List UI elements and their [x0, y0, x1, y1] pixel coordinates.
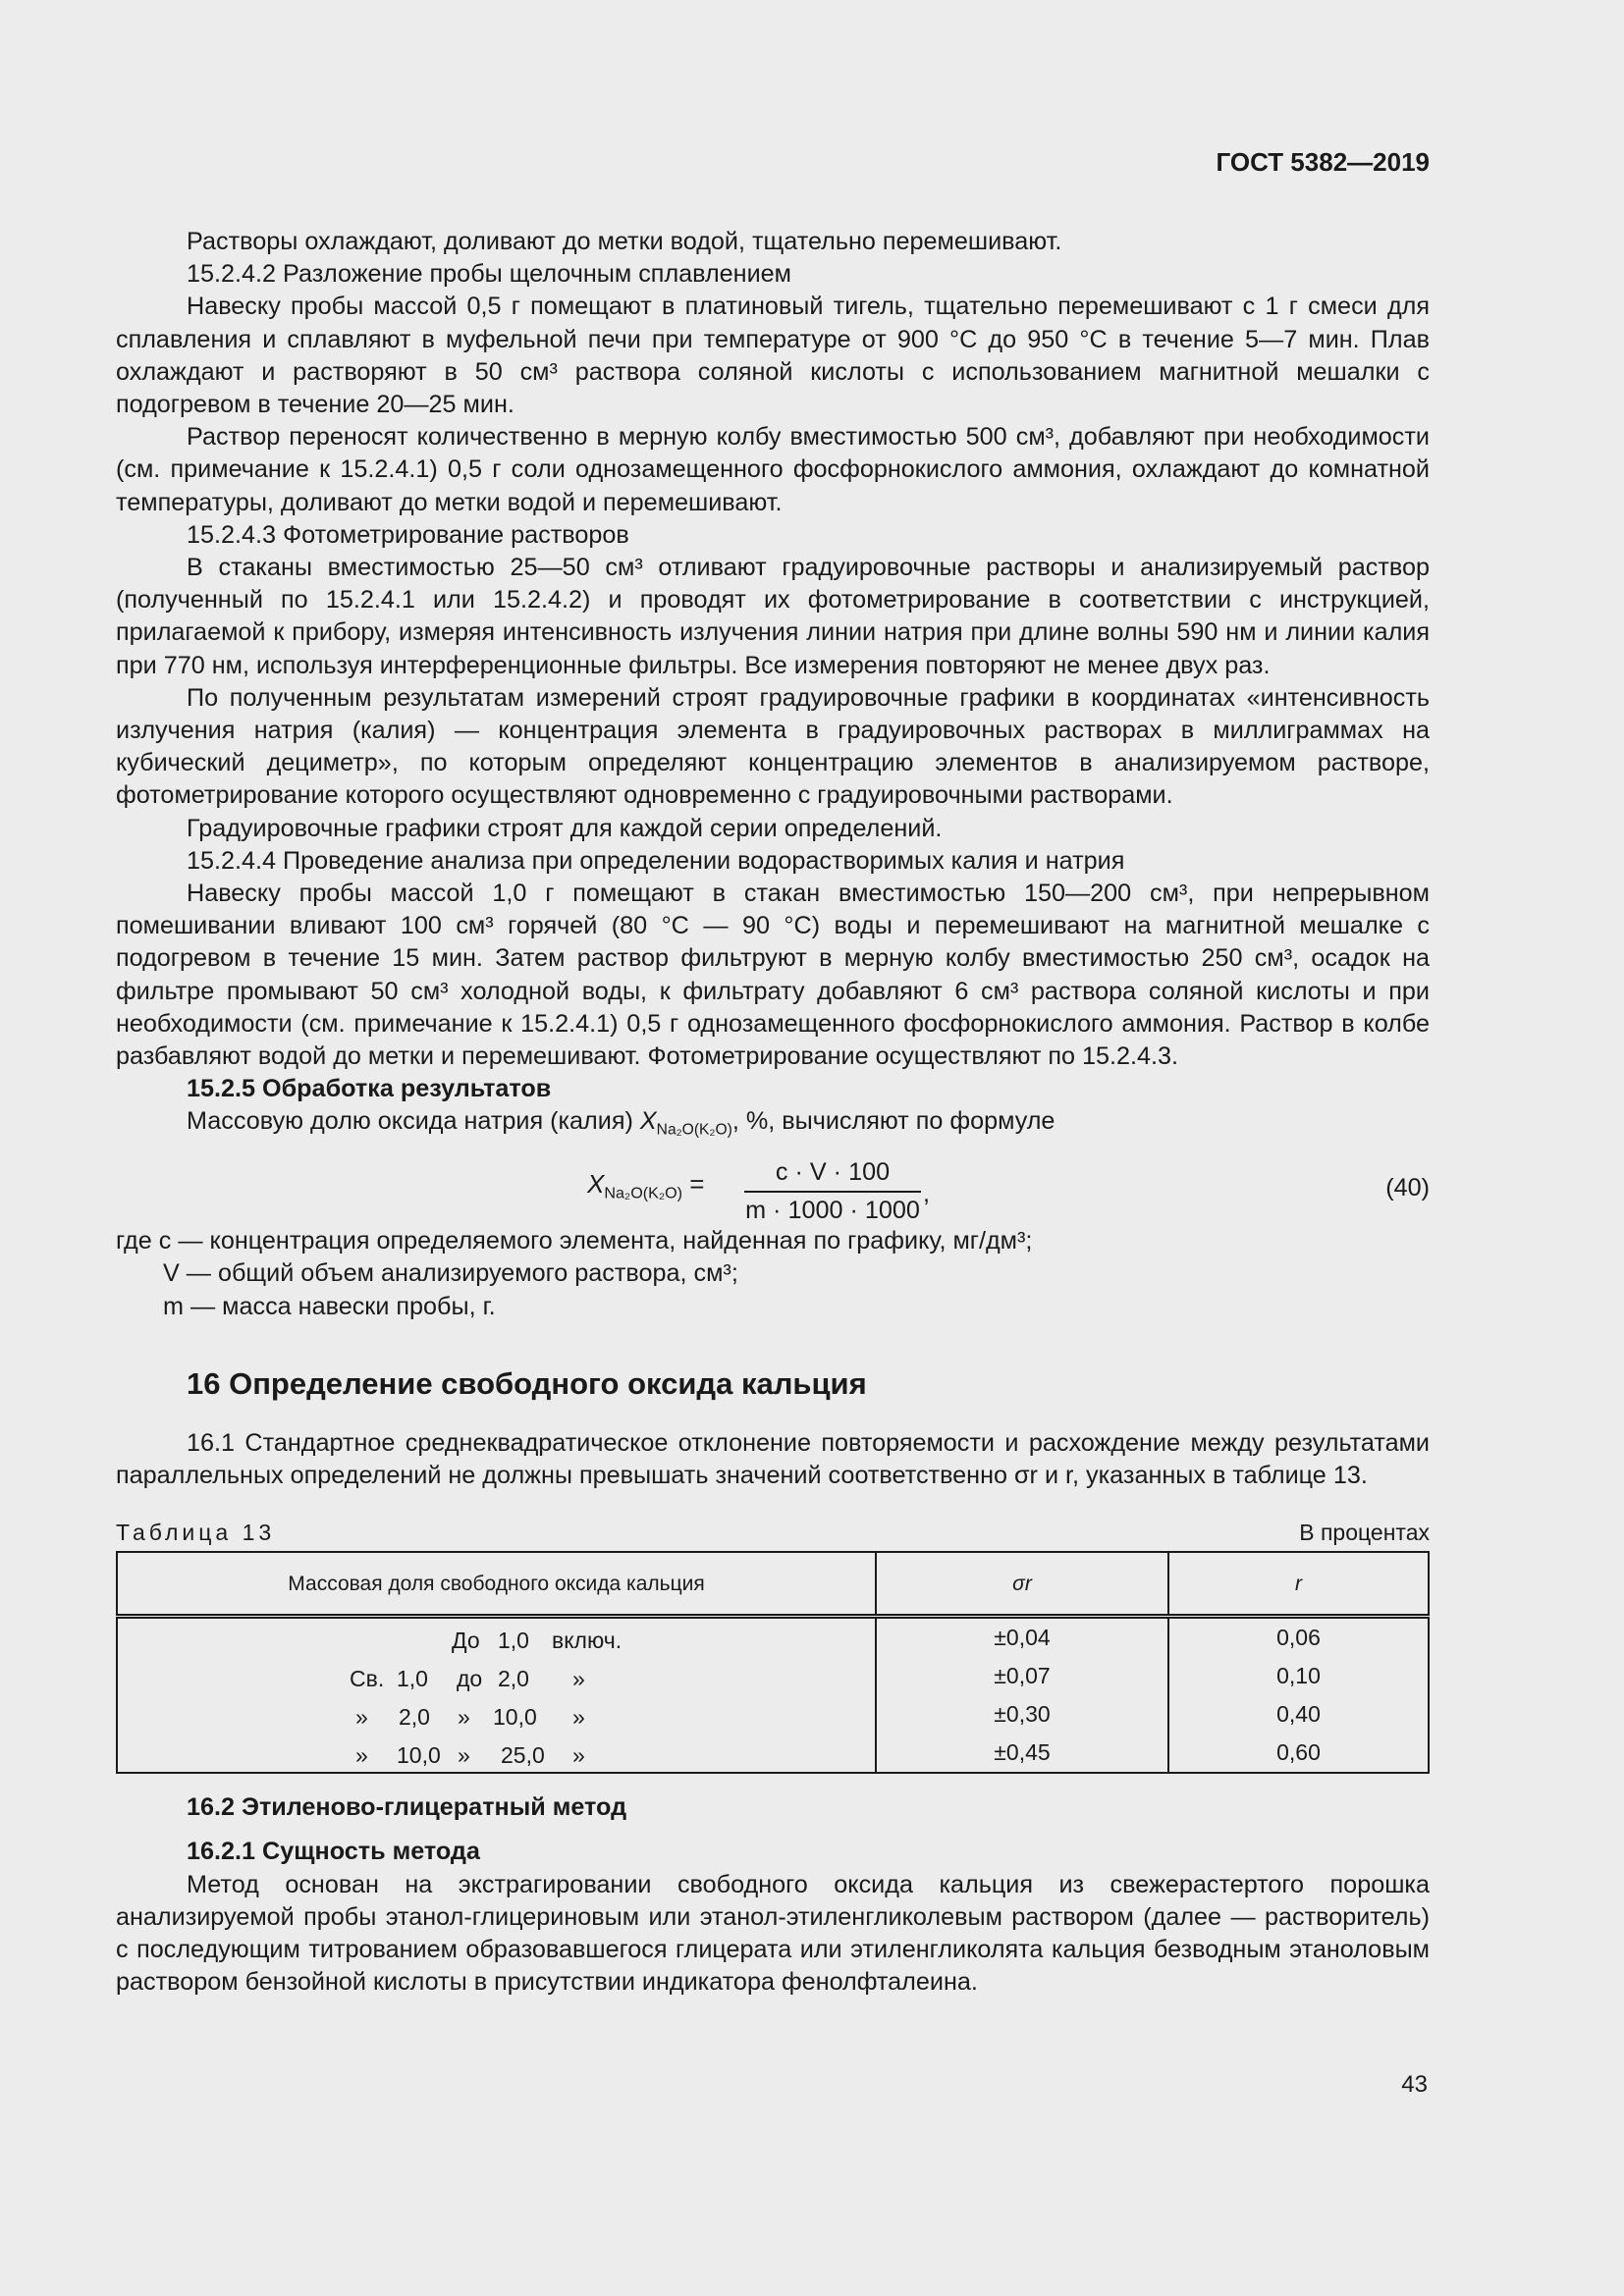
range-token: »: [355, 1704, 368, 1731]
formula-numerator: c · V · 100: [744, 1156, 921, 1193]
equation-number: (40): [1385, 1174, 1430, 1202]
range-token: 10,0: [397, 1742, 441, 1769]
r-header: r: [1295, 1572, 1302, 1595]
range-token: »: [458, 1704, 470, 1731]
standard-number: ГОСТ 5382—2019: [1216, 147, 1430, 177]
range-token: 2,0: [399, 1704, 430, 1731]
where-item: m — масса навески пробы, г.: [163, 1292, 496, 1320]
sigma-cell: ±0,45: [876, 1734, 1168, 1773]
range-token: »: [458, 1742, 470, 1769]
table-caption-row: [116, 1518, 1430, 1547]
range-cell: [117, 1617, 876, 1658]
sigma-cell: ±0,07: [876, 1657, 1168, 1695]
table-units: В процентах: [1299, 1520, 1430, 1546]
paragraph: 15.2.4.3 Фотометрирование растворов: [187, 520, 629, 549]
paragraph: 15.2.4.4 Проведение анализа при определении водорастворимых калия и натрия: [187, 846, 1125, 875]
range-token: 1,0: [498, 1628, 529, 1654]
range-token: »: [572, 1704, 585, 1731]
page-number: 43: [1401, 2071, 1428, 2098]
paragraph-16-2-1: Метод основан на экстрагировании свободного оксида кальция из свежерастертого порошка анализируемой пробы этанол-глицериновым или этанол-этиленгликолевым раствором (далее — растворитель) с последующим титрованием образовавшегося глицерата или этиленгликолята кальция безводным этаноловым раствором бензойной кислоты в присутствии индикатора фенолфталеина.: [116, 1870, 1430, 1997]
range-token: 10,0: [493, 1704, 537, 1731]
table-header: [1168, 1552, 1429, 1617]
range-token: »: [572, 1742, 585, 1769]
sigma-cell: ±0,04: [876, 1617, 1168, 1658]
range-token: включ.: [552, 1628, 623, 1654]
formula-lhs: $X_{Na_2O(K_2O)}$ =: [587, 1169, 705, 1202]
range-token: До: [452, 1628, 480, 1654]
paragraph: Растворы охлаждают, доливают до метки водой, тщательно перемешивают.: [187, 228, 1062, 255]
formula-comma: ,: [923, 1180, 930, 1208]
range-token: »: [572, 1666, 585, 1692]
formula-intro-text: Массовую долю оксида натрия (калия): [187, 1107, 633, 1136]
range-token: 25,0: [501, 1742, 545, 1769]
section-heading-15-2-5: 15.2.5 Обработка результатов: [187, 1075, 552, 1103]
sigma-header: σr: [1012, 1572, 1032, 1595]
table-row: [117, 1734, 1429, 1773]
paragraph-16-1: 16.1 Стандартное среднеквадратическое отклонение повторяемости и расхождение между результатами параллельных определений не должны превышать значений соответственно σr и r, указанных в таблице 13.: [116, 1428, 1430, 1489]
paragraph: В стаканы вместимостью 25—50 см³ отливают градуировочные растворы и анализируемый раствор (полученный по 15.2.4.1 или 15.2.4.2) и проводят их фотометрирование в соответствии с инструкцией, прилагаемой к прибору, измеряя интенсивность излучения линии натрия при длине волны 590 нм и линии калия при 770 нм, используя интерференционные фильтры. Все измерения повторяют не менее двух раз.: [116, 554, 1430, 679]
range-cell: [117, 1657, 876, 1695]
table-row: [117, 1617, 1429, 1658]
range-token: 1,0: [397, 1666, 428, 1692]
section-heading-16-2-1: 16.2.1 Сущность метода: [187, 1838, 480, 1866]
section-heading-16: 16 Определение свободного оксида кальция: [187, 1365, 867, 1401]
range-cell: [117, 1695, 876, 1734]
paragraph: По полученным результатам измерений строят градуировочные графики в координатах «интенсивность излучения натрия (калия) — концентрация элемента в градуировочных растворах в миллиграммах на кубический дециметр», по которым определяют концентрацию элементов в анализируемом растворе, фотометрирование которого осуществляют одновременно с градуировочными растворами.: [116, 683, 1430, 810]
table-caption: Таблица 13: [116, 1520, 276, 1546]
range-cell: [117, 1734, 876, 1773]
r-cell: 0,60: [1168, 1734, 1429, 1773]
range-token: 2,0: [498, 1666, 529, 1692]
range-token: до: [457, 1666, 483, 1692]
table-header: Массовая доля свободного оксида кальция: [117, 1552, 876, 1617]
table-header: [876, 1552, 1168, 1617]
r-cell: 0,06: [1168, 1617, 1429, 1658]
where-item: V — общий объем анализируемого раствора, см³;: [163, 1259, 738, 1288]
formula-40: [116, 1156, 1430, 1225]
table-row: [117, 1657, 1429, 1695]
paragraph: 15.2.4.2 Разложение пробы щелочным сплавлением: [187, 260, 791, 289]
formula-intro: [116, 1105, 1430, 1147]
r-cell: 0,40: [1168, 1695, 1429, 1734]
paragraph: Раствор переносят количественно в мерную колбу вместимостью 500 см³, добавляют при необходимости (см. примечание к 15.2.4.1) 0,5 г соли однозамещенного фосфорнокислого аммония, охлаждают до комнатной температуры, доливают до метки водой и перемешивают.: [116, 423, 1430, 516]
paragraph: Навеску пробы массой 0,5 г помещают в платиновый тигель, тщательно перемешивают с 1 г смеси для сплавления и сплавляют в муфельной печи при температуре от 900 °С до 950 °С в течение 5—7 мин. Плав охлаждают и растворяют в 50 см³ раствора соляной кислоты с использованием магнитной мешалки с подогревом в течение 20—25 мин.: [116, 293, 1430, 419]
formula-intro-tail: , %, вычисляют по формуле: [731, 1107, 1056, 1136]
paragraph: Навеску пробы массой 1,0 г помещают в стакан вместимостью 150—200 см³, при непрерывном помешивании вливают 100 см³ горячей (80 °С — 90 °С) воды и перемешивают на магнитной мешалке с подогревом в течение 15 мин. Затем раствор фильтруют в мерную колбу вместимостью 250 см³, осадок на фильтре промывают 50 см³ холодной воды, к фильтрату добавляют 6 см³ раствора соляной кислоты и при необходимости (см. примечание к 15.2.4.1) 0,5 г однозамещенного фосфорнокислого аммония. Раствор в колбе разбавляют водой до метки и перемешивают. Фотометрирование осуществляют по 15.2.4.3.: [116, 880, 1430, 1071]
formula-lhs-sub: Na₂O(K₂O): [604, 1184, 682, 1202]
range-token: Св.: [350, 1666, 385, 1692]
document-body: [116, 226, 1430, 1999]
r-cell: 0,10: [1168, 1657, 1429, 1695]
section-heading-16-2: 16.2 Этиленово-глицератный метод: [187, 1793, 627, 1822]
table-13: [116, 1551, 1430, 1774]
paragraph: Градуировочные графики строят для каждой серии определений.: [187, 814, 943, 842]
formula-lhs-symbol: X: [587, 1169, 605, 1200]
range-token: »: [355, 1742, 368, 1769]
formula-fraction: [744, 1156, 921, 1227]
formula-symbol-sub: Na₂O(K₂O): [656, 1121, 732, 1139]
formula-symbol: X: [639, 1107, 657, 1136]
formula-denominator: m · 1000 · 1000: [745, 1197, 920, 1225]
where-item: где c — концентрация определяемого элемента, найденная по графику, мг/дм³;: [116, 1227, 1033, 1255]
sigma-cell: ±0,30: [876, 1695, 1168, 1734]
table-row: [117, 1695, 1429, 1734]
